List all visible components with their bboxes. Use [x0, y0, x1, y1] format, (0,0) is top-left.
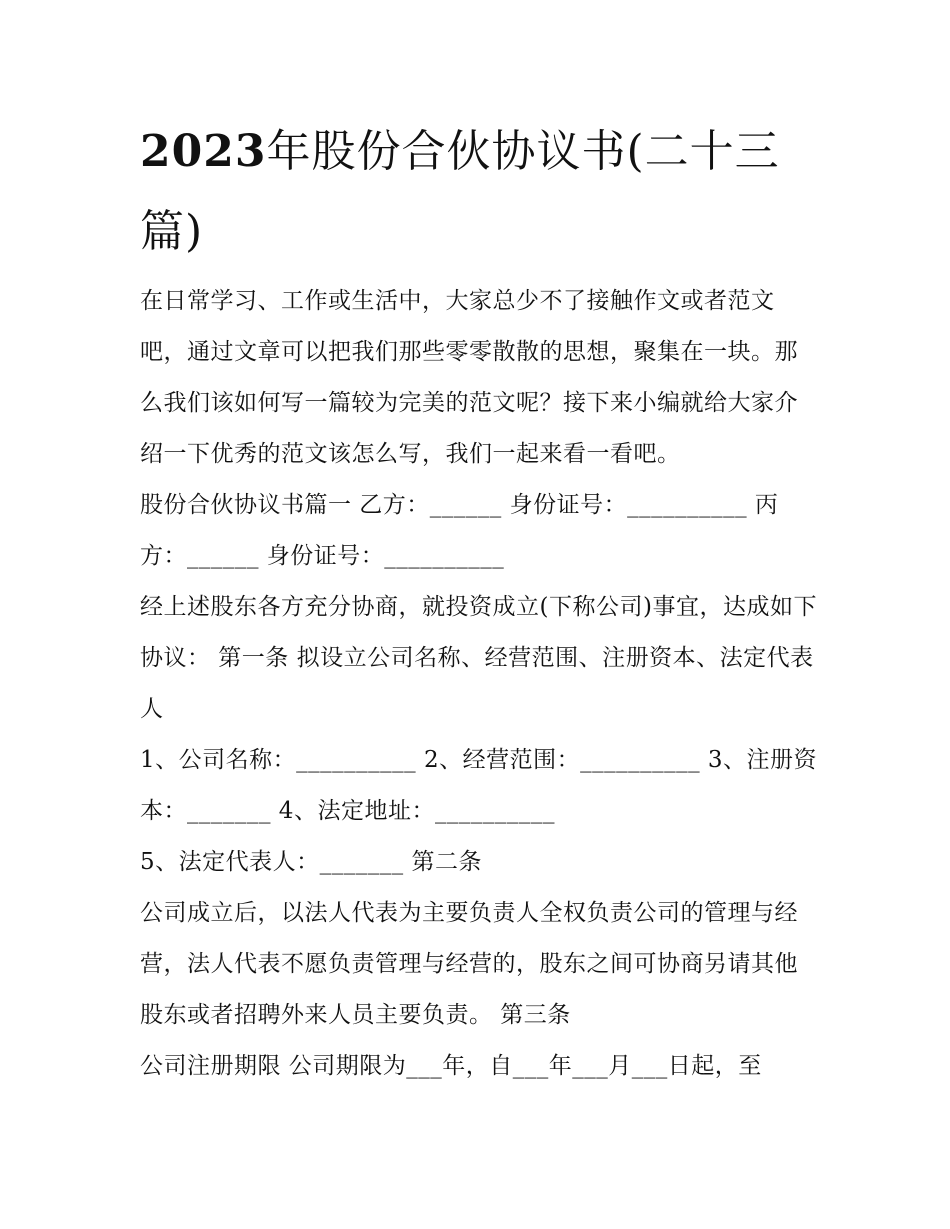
- paragraph-company-info: 1、公司名称：__________ 2、经营范围：__________ 3、注册资本：_______ 4、法定地址：__________: [140, 747, 818, 824]
- paragraph-intro: 在日常学习、工作或生活中，大家总少不了接触作文或者范文吧，通过文章可以把我们那些零零散散的思想，聚集在一块。那么我们该如何写一篇较为完美的范文呢？接下来小编就给大家介绍一下优秀的范文该怎么写，我们一起来看一看吧。: [140, 288, 798, 467]
- paragraph-management: 公司成立后，以法人代表为主要负责人全权负责公司的管理与经营，法人代表不愿负责管理与经营的，股东之间可协商另请其他股东或者招聘外来人员主要负责。 第三条: [140, 900, 798, 1028]
- document-title: [140, 112, 840, 272]
- paragraph-agreement: 经上述股东各方充分协商，就投资成立(下称公司)事宜，达成如下协议： 第一条 拟设立公司名称、经营范围、注册资本、法定代表人: [140, 594, 817, 722]
- paragraph-parties: 股份合伙协议书篇一 乙方：______ 身份证号：__________ 丙方：______ 身份证号：__________: [140, 492, 779, 569]
- title-text: 年股份合伙协议书(二十三篇): [140, 126, 780, 257]
- title-year: 2023: [140, 126, 267, 177]
- paragraph-term: 公司注册期限 公司期限为___年，自___年___月___日起，至: [140, 1053, 762, 1079]
- document-body: [140, 276, 820, 1092]
- paragraph-legal-rep: 5、法定代表人：_______ 第二条: [140, 849, 482, 875]
